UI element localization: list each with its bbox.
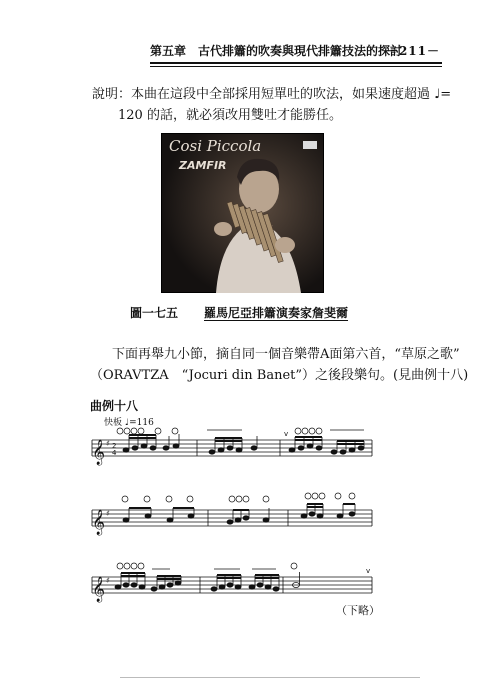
body-line-2: （ORAVTZA “Jocuri din Banet”）之後段樂句。(見曲例十八)	[90, 368, 469, 383]
time-sig-top: 2	[112, 442, 117, 450]
treble-clef-1: 𝄞	[92, 440, 106, 465]
body-line-1: 下面再舉九小節，摘自同一個音樂帶A面第六首，“草原之歌”	[112, 347, 460, 362]
example-title: 曲例十八	[90, 399, 139, 413]
footer-rule	[120, 677, 420, 678]
svg-text:v: v	[366, 567, 371, 575]
treble-clef-2: 𝄞	[92, 510, 106, 535]
time-sig-bottom: 4	[112, 449, 117, 457]
album-artist-text: ZAMFIR	[179, 159, 227, 172]
note-line-1: 說明：本曲在這段中全部採用短單吐的吹法，如果速度超過 ♩=	[92, 87, 452, 102]
page-number: －211－	[385, 44, 440, 58]
svg-text:v: v	[284, 430, 289, 438]
key-sharp-2: ♯	[106, 509, 110, 518]
notes-staff-3	[115, 572, 300, 591]
key-sharp-3: ♯	[106, 576, 110, 585]
figure-number: 圖一七五	[130, 306, 179, 320]
treble-clef-3: 𝄞	[92, 577, 106, 602]
key-sharp-1: ♯	[106, 439, 110, 448]
figure-caption: 羅馬尼亞排簫演奏家詹斐爾	[204, 306, 349, 320]
note-line-2: 120 的話，就必須改用雙吐才能勝任。	[118, 108, 342, 123]
end-mark: （下略）	[336, 604, 380, 617]
chapter-title: 第五章 古代排簫的吹奏與現代排簫技法的探討	[150, 44, 403, 58]
tempo-marking: 快板 ♩=116	[104, 418, 154, 428]
album-title-text: Cosi Piccola	[169, 137, 262, 155]
